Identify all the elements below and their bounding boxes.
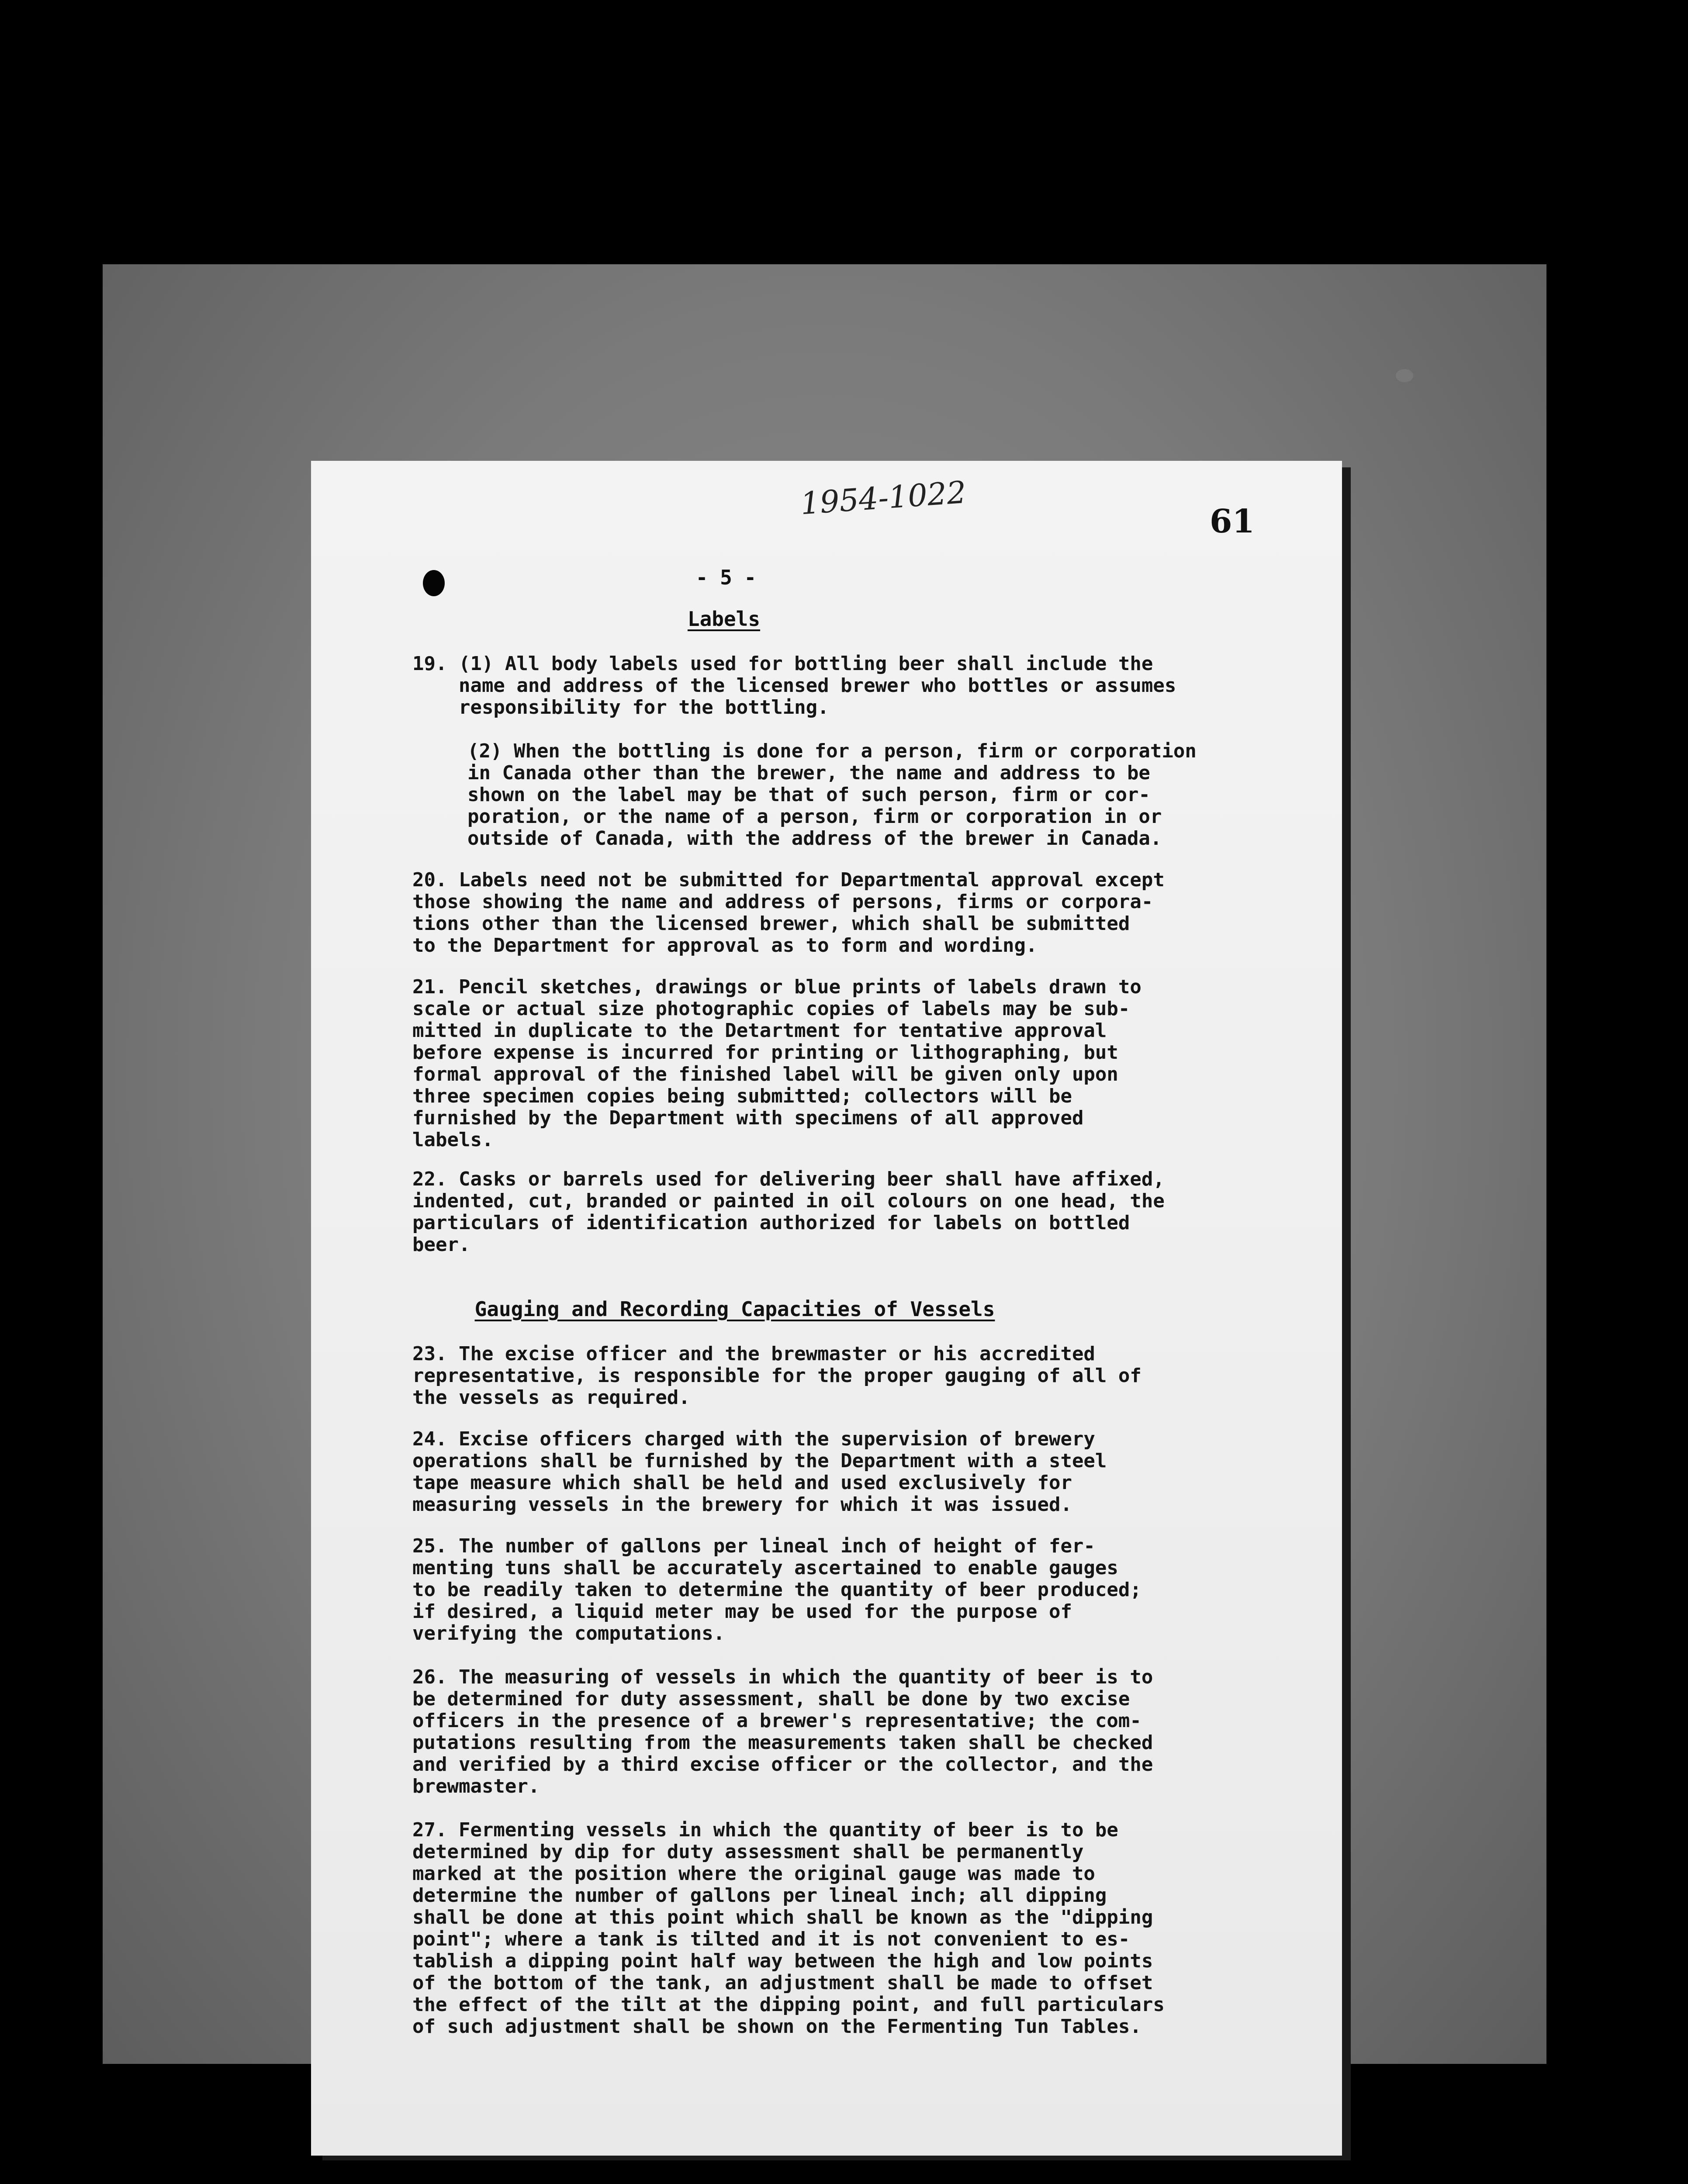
handwritten-note: 1954-1022 xyxy=(799,474,968,522)
paragraph-21: 21. Pencil sketches, drawings or blue prints of labels drawn to scale or actual size photographic copies of labels may be sub- mitted in duplicate to the Detartment for tentative approval before expense is incurred for printing or lithographing, but formal approval of the finished label will be given only upon three specimen copies being submitted; collectors will be furnished by the Department with specimens of all approved labels. xyxy=(412,976,1141,1151)
section-heading-gauging: Gauging and Recording Capacities of Vessels xyxy=(474,1297,995,1321)
paragraph-23: 23. The excise officer and the brewmaster or his accredited representative, is responsible for the proper gauging of all of the vessels as required. xyxy=(412,1343,1141,1409)
paragraph-19-2: (2) When the bottling is done for a person, firm or corporation in Canada other than the brewer, the name and address to be shown on the label may be that of such person, firm or cor- poration, or the name of a person, firm or corporation in or outside of Canada, with the address of the brewer in Canada. xyxy=(467,740,1197,850)
sub-page-number: - 5 - xyxy=(695,566,757,589)
paragraph-20: 20. Labels need not be submitted for Departmental approval except those showing the name and address of persons, firms or corpora- tions other than the licensed brewer, which shall be submitted to the Department for approval as to form and wording. xyxy=(412,869,1165,957)
section-heading-labels: Labels xyxy=(687,607,761,631)
paragraph-24: 24. Excise officers charged with the supervision of brewery operations shall be furnished by the Department with a steel tape measure which shall be held and used exclusively for measuring vessels in the brewery for which it was issued. xyxy=(412,1428,1107,1516)
document-page xyxy=(311,461,1342,2156)
paragraph-26: 26. The measuring of vessels in which the quantity of beer is to be determined for duty assessment, shall be done by two excise officers in the presence of a brewer's representative; the com- putations resulting from the measurements taken shall be checked and verified by a third excise officer or the collector, and the brewmaster. xyxy=(412,1666,1153,1797)
paragraph-19-1: 19. (1) All body labels used for bottling beer shall include the name and address of the licensed brewer who bottles or assumes responsibility for the bottling. xyxy=(412,653,1176,719)
paragraph-27: 27. Fermenting vessels in which the quantity of beer is to be determined by dip for duty assessment shall be permanently marked at the position where the original gauge was made to determine the number of gallons per lineal inch; all dipping shall be done at this point which shall be known as the "dipping point"; where a tank is tilted and it is not convenient to es- tablish a dipping point half way between the high and low points of the bottom of the tank, an adjustment shall be made to offset the effect of the tilt at the dipping point, and full particulars of such adjustment shall be shown on the Fermenting Tun Tables. xyxy=(412,1819,1165,2038)
page-number: 61 xyxy=(1210,503,1255,540)
paragraph-22: 22. Casks or barrels used for delivering beer shall have affixed, indented, cut, branded or painted in oil colours on one head, the particulars of identification authorized for labels on bottled beer. xyxy=(412,1168,1165,1256)
scuff-mark xyxy=(1396,369,1413,382)
paragraph-25: 25. The number of gallons per lineal inch of height of fer- menting tuns shall be accurately ascertained to enable gauges to be readily taken to determine the quantity of beer produced; if desired, a liquid meter may be used for the purpose of verifying the computations. xyxy=(412,1535,1141,1645)
